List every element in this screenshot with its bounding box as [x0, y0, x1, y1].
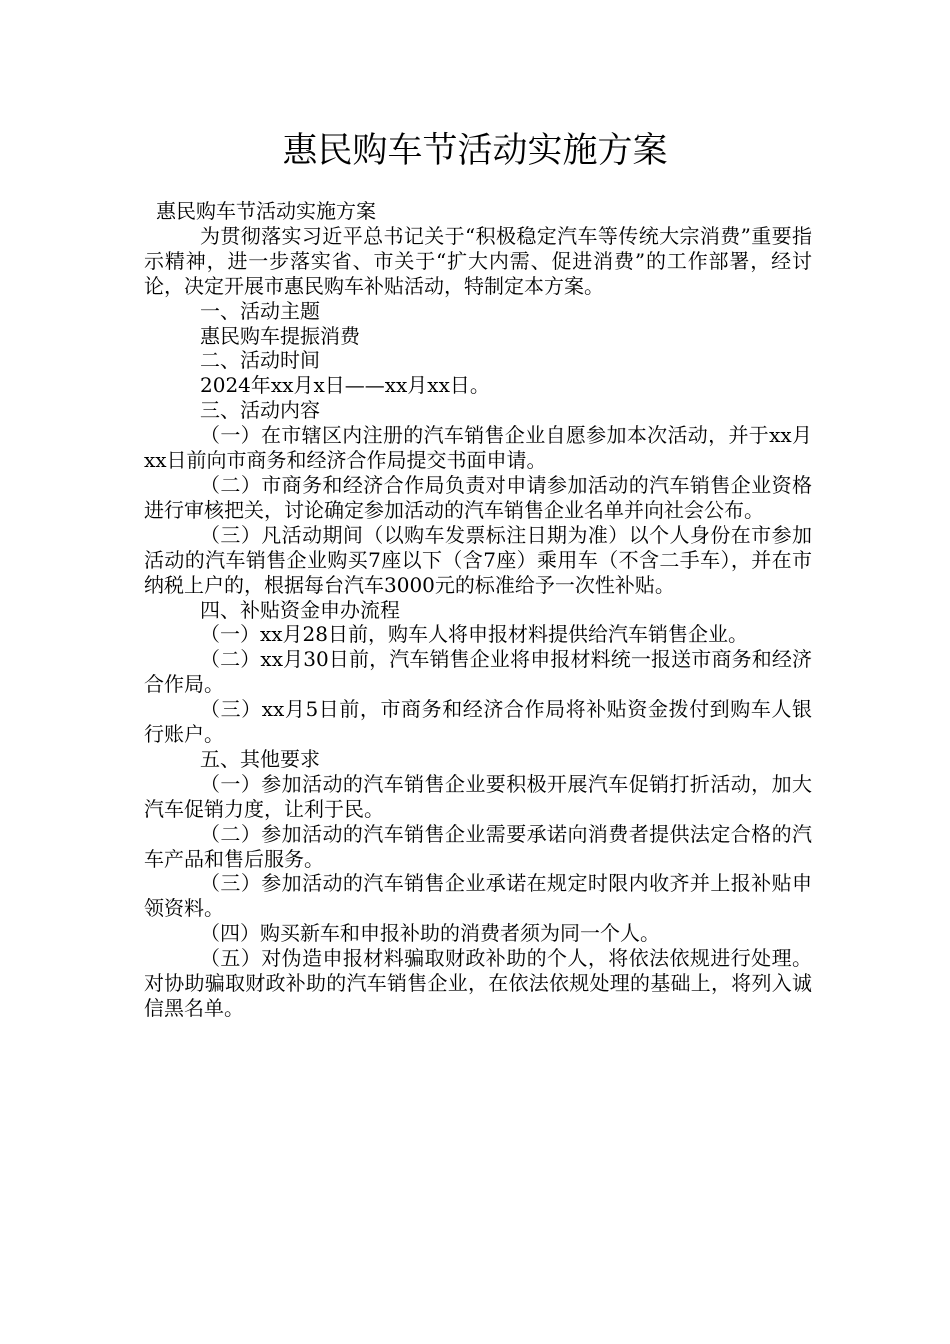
section-3-paragraph-3: （三）凡活动期间（以购车发票标注日期为准）以个人身份在市参加活动的汽车销售企业购买7座以下（含7座）乘用车（不含二手车），并在市纳税上户的，根据每台汽车3000元的标准给予一次性补贴。 — [144, 522, 812, 597]
section-4-paragraph-1: （一）xx月28日前，购车人将申报材料提供给汽车销售企业。 — [200, 622, 749, 647]
section-heading-2: 二、活动时间 — [200, 348, 320, 373]
document-subtitle: 惠民购车节活动实施方案 — [156, 199, 376, 223]
intro-paragraph: 为贯彻落实习近平总书记关于“积极稳定汽车等传统大宗消费”重要指示精神，进一步落实省、市关于“扩大内需、促进消费”的工作部署，经讨论，决定开展市惠民购车补贴活动，特制定本方案。 — [144, 223, 812, 298]
section-heading-4: 四、补贴资金申办流程 — [200, 597, 400, 622]
section-5-paragraph-1: （一）参加活动的汽车销售企业要积极开展汽车促销打折活动，加大汽车促销力度，让利于民。 — [144, 771, 812, 821]
section-4-paragraph-3: （三）xx月5日前，市商务和经济合作局将补贴资金拨付到购车人银行账户。 — [144, 697, 812, 747]
section-5-paragraph-4: （四）购买新车和申报补助的消费者须为同一个人。 — [200, 921, 660, 946]
document-body — [144, 199, 812, 1021]
section-heading-3: 三、活动内容 — [200, 398, 320, 423]
section-5-paragraph-5: （五）对伪造申报材料骗取财政补助的个人，将依法依规进行处理。对协助骗取财政补助的汽车销售企业，在依法依规处理的基础上，将列入诚信黑名单。 — [144, 946, 812, 1020]
section-5-paragraph-2: （二）参加活动的汽车销售企业需要承诺向消费者提供法定合格的汽车产品和售后服务。 — [144, 821, 812, 871]
section-3-paragraph-2: （二）市商务和经济合作局负责对申请参加活动的汽车销售企业资格进行审核把关，讨论确定参加活动的汽车销售企业名单并向社会公布。 — [144, 472, 812, 522]
section-2-paragraph-1: 2024年xx月x日——xx月xx日。 — [200, 373, 490, 398]
section-5-paragraph-3: （三）参加活动的汽车销售企业承诺在规定时限内收齐并上报补贴申领资料。 — [144, 871, 812, 921]
section-1-paragraph-1: 惠民购车提振消费 — [200, 323, 360, 348]
section-4-paragraph-2: （二）xx月30日前，汽车销售企业将申报材料统一报送市商务和经济合作局。 — [144, 647, 812, 697]
section-heading-1: 一、活动主题 — [200, 298, 320, 323]
section-3-paragraph-1: （一）在市辖区内注册的汽车销售企业自愿参加本次活动，并于xx月xx日前向市商务和经济合作局提交书面申请。 — [144, 423, 812, 473]
document-title: 惠民购车节活动实施方案 — [282, 131, 668, 171]
section-heading-5: 五、其他要求 — [200, 746, 320, 771]
